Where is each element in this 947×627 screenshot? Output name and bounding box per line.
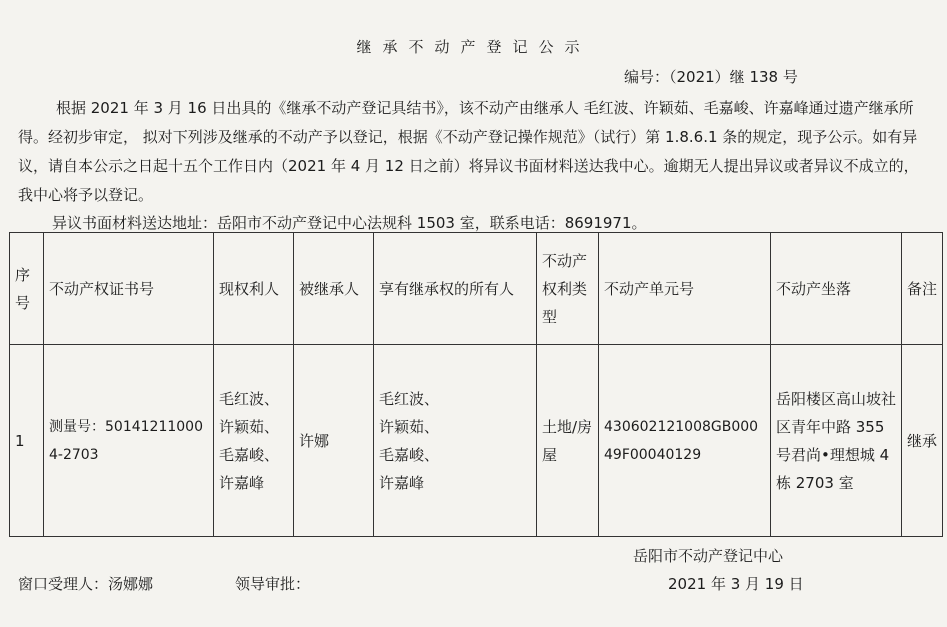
header-holder: 现权利人 [214,233,294,345]
heir-name: 许颖茹、 [379,417,440,436]
table-header-row [10,233,943,345]
issue-date: 2021 年 3 月 19 日 [668,575,804,593]
heir-name: 许嘉峰 [379,473,425,492]
issuing-organization: 岳阳市不动产登记中心 [633,547,784,565]
leader-approval: 领导审批： [235,575,311,593]
notice-paragraph [18,94,928,210]
notice-title: 继承不动产登记公示 [356,38,591,56]
cell-location: 岳阳楼区高山坡社区青年中路 355 号君尚•理想城 4 栋 2703 室 [771,345,902,537]
cell-unit-no: 430602121008GB00049F00040129 [599,345,771,537]
heir-name: 毛红波、 [379,389,440,408]
header-inherited: 被继承人 [294,233,374,345]
document-number: 编号：（2021）继 138 号 [624,68,798,86]
cell-right-type: 土地/房屋 [537,345,599,537]
header-location: 不动产坐落 [771,233,902,345]
cell-holders [214,345,294,537]
cell-inherited: 许娜 [294,345,374,537]
table-row [10,345,943,537]
header-cert-no: 不动产权证书号 [44,233,214,345]
property-table [9,232,943,537]
header-seq: 序号 [10,233,44,345]
objection-address: 异议书面材料送达地址：岳阳市不动产登记中心法规科 1503 室，联系电话：8691971。 [52,214,647,232]
heir-name: 毛嘉峻、 [379,445,440,464]
window-receiver: 窗口受理人：汤娜娜 [18,575,154,593]
cell-seq: 1 [10,345,44,537]
holder-name: 毛嘉峻、 [219,445,280,464]
cell-remark: 继承 [902,345,943,537]
cell-cert-no: 测量号：501412110004-2703 [44,345,214,537]
holder-name: 许嘉峰 [219,473,265,492]
header-remark: 备注 [902,233,943,345]
header-heirs: 享有继承权的所有人 [374,233,537,345]
header-right-type: 不动产权利类型 [537,233,599,345]
holder-name: 许颖茹、 [219,417,280,436]
holder-name: 毛红波、 [219,389,280,408]
header-unit-no: 不动产单元号 [599,233,771,345]
cell-heirs [374,345,537,537]
notice-paragraph-text: 根据 2021 年 3 月 16 日出具的《继承不动产登记具结书》，该不动产由继承人 毛红波、许颖茹、毛嘉峻、许嘉峰通过遗产继承所得。经初步审定， 拟对下列涉及继承的不动产予以登记，根据《不动产登记操作规范》（试行）第 1.8.6.1 条的规定，现予公示。如有异议，请自本公示之日起十五个工作日内（2021 年 4 月 12 日之前）将异议书面材料送达我中心。逾期无人提出异议或者异议不成立的，我中心将予以登记。 [18,99,919,204]
